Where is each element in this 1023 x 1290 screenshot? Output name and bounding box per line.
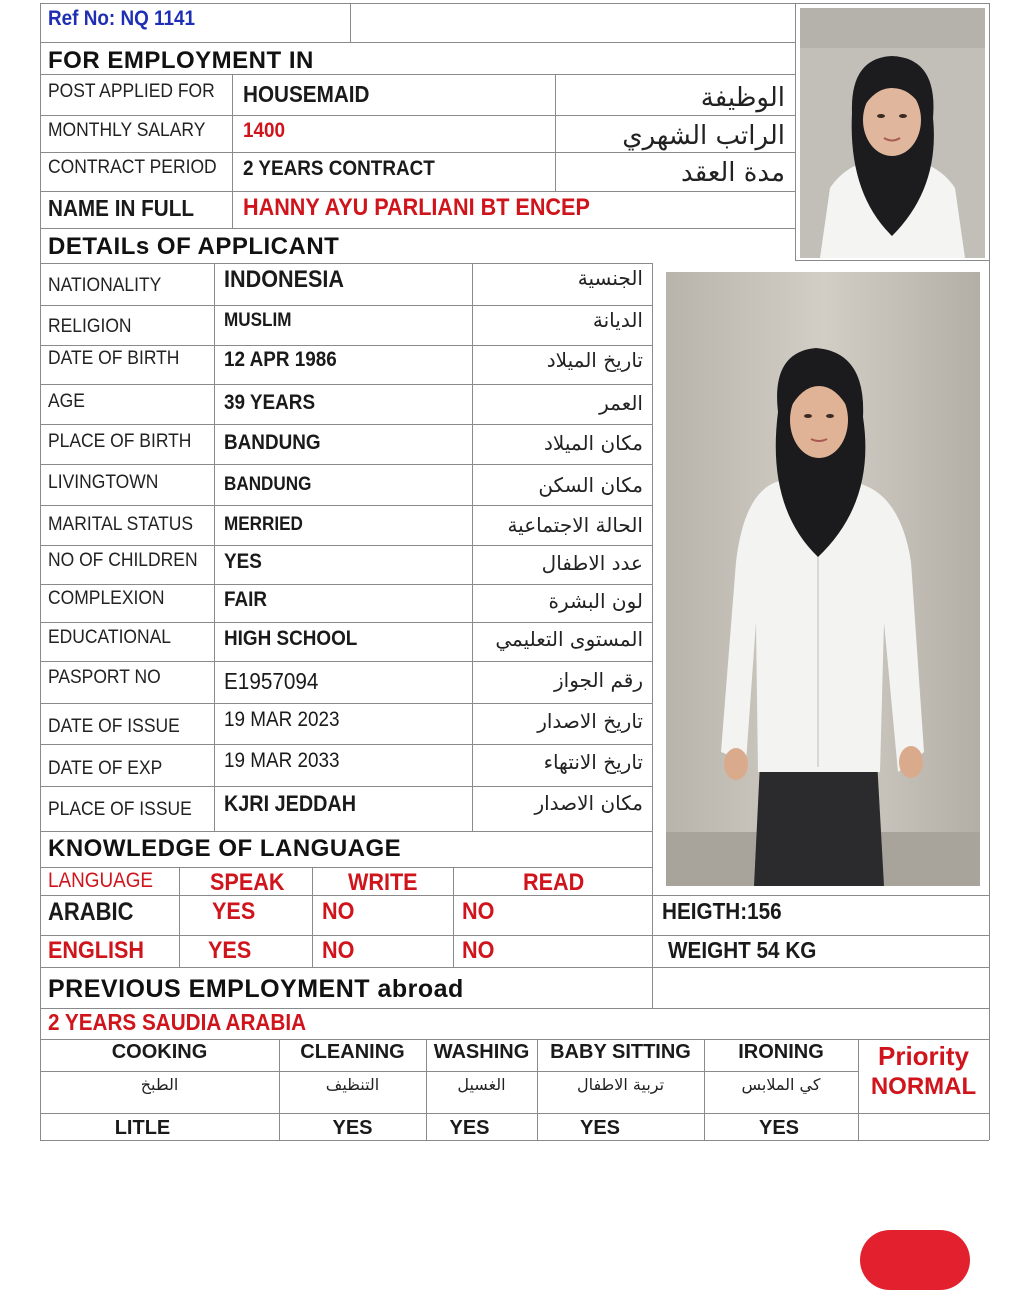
- skill-arabic: التنظيف: [325, 1075, 380, 1094]
- detail-value: MERRIED: [224, 514, 303, 535]
- language-row-read: NO: [462, 937, 495, 964]
- detail-value: BANDUNG: [224, 431, 321, 454]
- height-value: HEIGTH:156: [662, 898, 782, 924]
- skill-level: YES: [332, 1117, 373, 1139]
- language-row-speak: YES: [208, 937, 252, 964]
- skill-name: IRONING: [738, 1041, 824, 1063]
- detail-value: YES: [224, 550, 262, 573]
- salary-value: 1400: [243, 119, 286, 142]
- previous-heading: PREVIOUS EMPLOYMENT abroad: [48, 975, 464, 1003]
- detail-label: AGE: [48, 391, 85, 412]
- detail-label: DATE OF BIRTH: [48, 348, 180, 369]
- detail-label: LIVINGTOWN: [48, 472, 159, 493]
- post-label: POST APPLIED FOR: [48, 81, 215, 102]
- detail-label: COMPLEXION: [48, 588, 165, 609]
- skill-level: YES: [449, 1117, 490, 1139]
- detail-label: NATIONALITY: [48, 275, 162, 296]
- detail-arabic: رقم الجواز: [554, 668, 643, 692]
- previous-value: 2 YEARS SAUDIA ARABIA: [48, 1009, 307, 1035]
- detail-label: PLACE OF BIRTH: [48, 431, 192, 452]
- post-arabic: الوظيفة: [700, 83, 785, 113]
- detail-label: MARITAL STATUS: [48, 514, 194, 535]
- language-header-write: WRITE: [348, 869, 418, 896]
- detail-value: KJRI JEDDAH: [224, 791, 357, 816]
- skill-arabic: تربية الاطفال: [576, 1075, 665, 1094]
- detail-label: DATE OF ISSUE: [48, 716, 180, 737]
- detail-value: 19 MAR 2023: [224, 708, 340, 731]
- ref-number: Ref No: NQ 1141: [48, 7, 196, 30]
- skill-name: COOKING: [111, 1041, 208, 1063]
- detail-arabic: تاريخ الانتهاء: [543, 750, 643, 774]
- language-row-language: ARABIC: [48, 898, 134, 926]
- detail-value: 12 APR 1986: [224, 348, 337, 371]
- detail-arabic: المستوى التعليمي: [495, 627, 643, 651]
- detail-arabic: الديانة: [592, 308, 643, 332]
- skill-arabic: كي الملابس: [741, 1075, 821, 1094]
- detail-label: NO OF CHILDREN: [48, 550, 198, 571]
- detail-arabic: الحالة الاجتماعية: [507, 513, 643, 537]
- detail-value: 19 MAR 2033: [224, 749, 340, 772]
- language-row-language: ENGLISH: [48, 937, 145, 964]
- skill-arabic: الغسيل: [457, 1075, 506, 1094]
- detail-label: PLACE OF ISSUE: [48, 799, 192, 820]
- detail-value: BANDUNG: [224, 474, 312, 495]
- applicant-portrait-photo: [800, 8, 985, 258]
- detail-label: PASPORT NO: [48, 667, 161, 688]
- skill-name: CLEANING: [300, 1041, 405, 1063]
- skill-name: WASHING: [433, 1041, 530, 1063]
- language-header-read: READ: [523, 869, 585, 896]
- detail-label: RELIGION: [48, 316, 132, 337]
- priority-value: NORMAL: [870, 1073, 977, 1100]
- detail-value: INDONESIA: [224, 266, 345, 293]
- detail-label: EDUCATIONAL: [48, 627, 172, 648]
- detail-arabic: تاريخ الاصدار: [537, 709, 643, 733]
- salary-arabic: الراتب الشهري: [622, 121, 785, 151]
- priority-label: Priority: [877, 1041, 970, 1071]
- detail-arabic: العمر: [599, 391, 643, 415]
- detail-arabic: مكان الاصدار: [534, 791, 643, 815]
- detail-value: 39 YEARS: [224, 391, 316, 414]
- detail-label: DATE OF EXP: [48, 758, 163, 779]
- details-heading: DETAILs OF APPLICANT: [48, 233, 340, 260]
- language-row-read: NO: [462, 898, 495, 925]
- contract-value: 2 YEARS CONTRACT: [243, 157, 435, 180]
- employment-heading: FOR EMPLOYMENT IN: [48, 47, 314, 74]
- language-heading: KNOWLEDGE OF LANGUAGE: [48, 835, 402, 862]
- name-label: NAME IN FULL: [48, 195, 195, 221]
- skill-level: YES: [758, 1117, 800, 1139]
- language-row-write: NO: [322, 937, 355, 964]
- detail-arabic: الجنسية: [577, 266, 643, 290]
- detail-arabic: مكان السكن: [538, 473, 643, 497]
- weight-value: WEIGHT 54 KG: [668, 937, 817, 963]
- language-row-write: NO: [322, 898, 355, 925]
- salary-label: MONTHLY SALARY: [48, 120, 206, 141]
- applicant-full-body-photo: [666, 272, 980, 886]
- detail-value: MUSLIM: [224, 310, 292, 331]
- skill-level: LITLE: [114, 1117, 171, 1139]
- detail-arabic: مكان الميلاد: [544, 431, 643, 455]
- contract-arabic: مدة العقد: [681, 158, 785, 188]
- detail-arabic: تاريخ الميلاد: [546, 348, 643, 372]
- skill-level: YES: [579, 1117, 621, 1139]
- skill-name: BABY SITTING: [550, 1041, 691, 1063]
- language-header-speak: SPEAK: [210, 869, 285, 896]
- contract-label: CONTRACT PERIOD: [48, 157, 217, 178]
- language-header-language: LANGUAGE: [48, 869, 154, 892]
- detail-value: FAIR: [224, 588, 268, 611]
- language-row-speak: YES: [212, 898, 256, 925]
- detail-arabic: لون البشرة: [548, 589, 643, 613]
- name-value: HANNY AYU PARLIANI BT ENCEP: [243, 194, 590, 221]
- detail-value: E1957094: [224, 668, 319, 694]
- post-value: HOUSEMAID: [243, 81, 370, 107]
- skill-arabic: الطبخ: [140, 1075, 179, 1094]
- corner-red-badge: [860, 1230, 970, 1290]
- detail-value: HIGH SCHOOL: [224, 627, 358, 650]
- detail-arabic: عدد الاطفال: [541, 551, 643, 575]
